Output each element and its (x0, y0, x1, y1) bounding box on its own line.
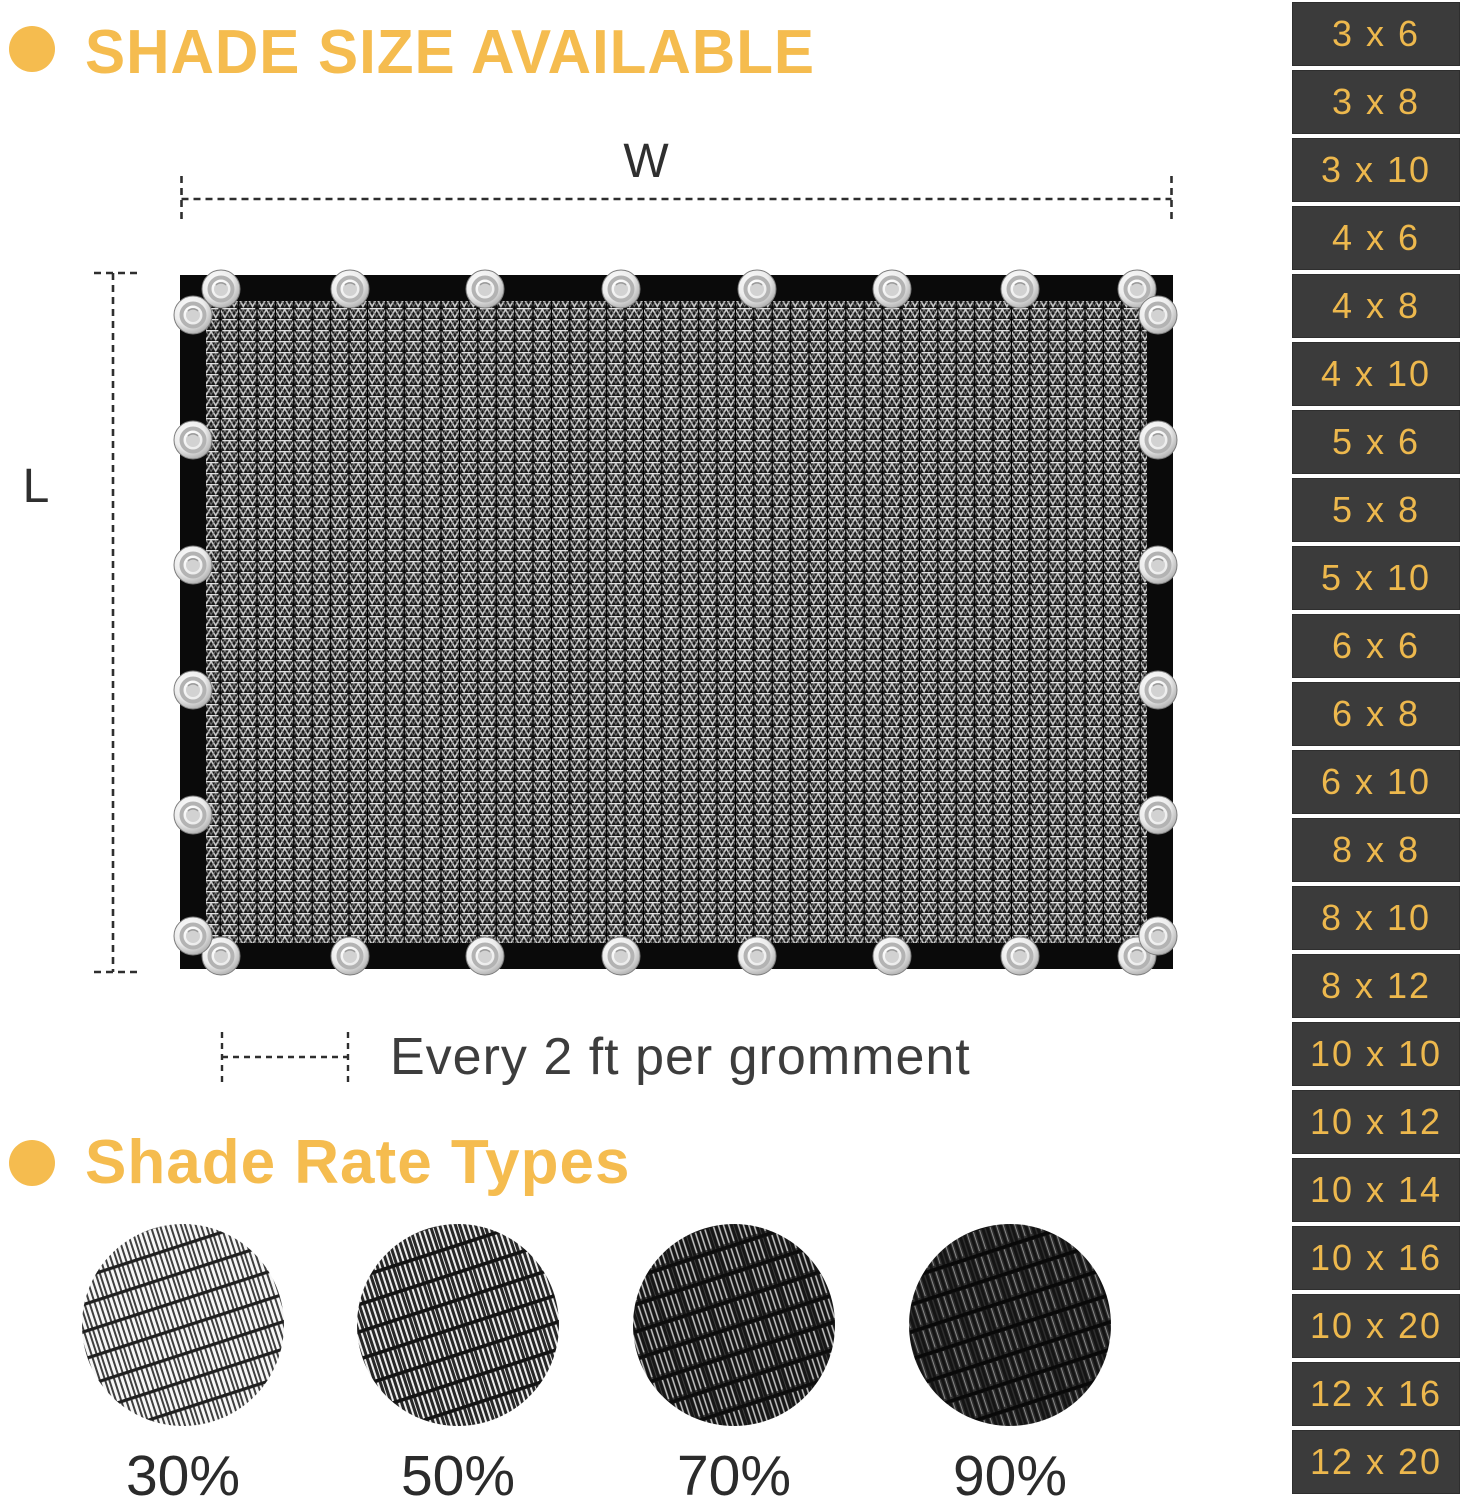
size-option: 5 x 10 (1292, 546, 1460, 610)
section-bullet-icon (9, 1140, 55, 1186)
size-option: 10 x 10 (1292, 1022, 1460, 1086)
shade-rate-sample-70 (631, 1222, 837, 1428)
size-option: 8 x 8 (1292, 818, 1460, 882)
size-option: 5 x 6 (1292, 410, 1460, 474)
grommet-spacing-note: Every 2 ft per gromment (390, 1028, 971, 1086)
size-option: 4 x 8 (1292, 274, 1460, 338)
size-option: 5 x 8 (1292, 478, 1460, 542)
shade-rate-sample-90 (907, 1222, 1113, 1428)
size-option: 6 x 6 (1292, 614, 1460, 678)
size-option: 12 x 20 (1292, 1430, 1460, 1494)
size-option: 8 x 10 (1292, 886, 1460, 950)
size-section-title: SHADE SIZE AVAILABLE (85, 18, 815, 87)
grommet-spacing-bracket (222, 1032, 348, 1082)
shade-rate-sample-30 (80, 1222, 286, 1428)
shade-rate-label: 30% (125, 1444, 241, 1500)
size-option: 10 x 14 (1292, 1158, 1460, 1222)
size-option: 10 x 12 (1292, 1090, 1460, 1154)
size-option: 12 x 16 (1292, 1362, 1460, 1426)
size-option: 10 x 16 (1292, 1226, 1460, 1290)
size-option: 3 x 8 (1292, 70, 1460, 134)
size-option: 10 x 20 (1292, 1294, 1460, 1358)
length-dimension-line (94, 273, 140, 972)
shade-rate-label: 70% (676, 1444, 792, 1500)
size-option: 4 x 6 (1292, 206, 1460, 270)
shade-rate-label: 90% (952, 1444, 1068, 1500)
size-option: 6 x 10 (1292, 750, 1460, 814)
size-option: 8 x 12 (1292, 954, 1460, 1018)
shade-rate-label: 50% (400, 1444, 516, 1500)
width-dimension-line (182, 176, 1172, 224)
rate-section-title: Shade Rate Types (85, 1128, 631, 1197)
size-option: 3 x 10 (1292, 138, 1460, 202)
width-dimension-label: W (623, 135, 669, 188)
size-option: 4 x 10 (1292, 342, 1460, 406)
size-option: 6 x 8 (1292, 682, 1460, 746)
length-dimension-label: L (22, 460, 50, 513)
size-options-list (1292, 2, 1460, 1494)
size-option: 3 x 6 (1292, 2, 1460, 66)
shade-mesh (206, 301, 1147, 943)
shade-rate-sample-50 (355, 1222, 561, 1428)
